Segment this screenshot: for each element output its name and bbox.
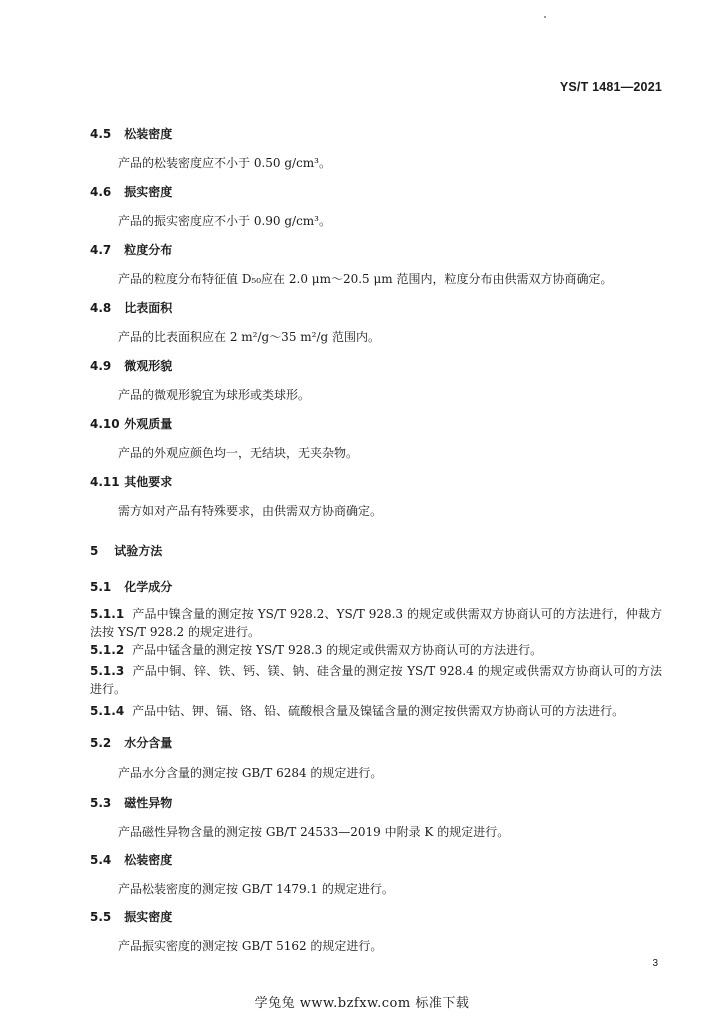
section-number: 5.1 [90,580,112,594]
section-title: 外观质量 [124,417,173,431]
section-number: 4.6 [90,185,112,199]
chapter-heading-5 [90,542,162,559]
section-heading-4-5 [90,125,172,142]
section-heading-4-11 [90,473,172,490]
section-text-4-9: 产品的微观形貌宜为球形或类球形。 [118,388,311,402]
section-number: 5.4 [90,853,112,867]
section-number: 5.2 [90,736,112,750]
section-heading-4-9 [90,357,172,374]
section-number: 5.5 [90,910,112,924]
section-title: 化学成分 [124,580,173,594]
section-title: 振实密度 [124,185,173,199]
section-heading-5-1 [90,578,172,595]
section-number: 4.11 [90,475,120,489]
section-number: 4.8 [90,301,112,315]
clause-5-1-2 [90,641,662,659]
section-title: 磁性异物 [124,796,173,810]
clause-5-1-4 [90,702,662,720]
section-number: 4.7 [90,243,112,257]
section-text-4-6: 产品的振实密度应不小于 0.90 g/cm³。 [118,214,331,228]
section-text-4-11: 需方如对产品有特殊要求，由供需双方协商确定。 [118,504,383,518]
clause-number: 5.1.2 [90,643,125,657]
section-title: 其他要求 [124,475,173,489]
section-number: 4.10 [90,417,120,431]
section-title: 水分含量 [124,736,173,750]
section-title: 松装密度 [124,127,173,141]
chapter-number: 5 [90,544,99,558]
footer-watermark: 学兔兔 www.bzfxw.com 标准下载 [254,996,470,1011]
clause-number: 5.1.1 [90,607,125,621]
section-heading-4-8 [90,299,172,316]
section-number: 4.9 [90,359,112,373]
section-heading-4-7 [90,241,172,258]
section-text-5-2: 产品水分含量的测定按 GB/T 6284 的规定进行。 [118,766,383,780]
section-heading-5-3 [90,794,172,811]
section-heading-4-10 [90,415,172,432]
section-heading-4-6 [90,183,172,200]
section-number: 4.5 [90,127,112,141]
section-heading-5-2 [90,734,172,751]
clause-5-1-1 [90,605,662,641]
section-text-4-7: 产品的粒度分布特征值 D₅₀应在 2.0 μm～20.5 μm 范围内，粒度分布由供需双方协商确定。 [118,272,613,286]
section-text-5-4: 产品松装密度的测定按 GB/T 1479.1 的规定进行。 [118,882,394,896]
clause-text: 产品中锰含量的测定按 YS/T 928.3 的规定或供需双方协商认可的方法进行。 [132,643,543,657]
chapter-title: 试验方法 [114,544,163,558]
section-text-4-5: 产品的松装密度应不小于 0.50 g/cm³。 [118,156,331,170]
clause-number: 5.1.3 [90,664,125,678]
clause-5-1-3 [90,662,662,698]
page-number: 3 [652,958,658,969]
section-text-4-10: 产品的外观应颜色均一，无结块，无夹杂物。 [118,446,359,460]
section-heading-5-4 [90,851,172,868]
section-text-5-3: 产品磁性异物含量的测定按 GB/T 24533—2019 中附录 K 的规定进行。 [118,825,510,839]
section-title: 松装密度 [124,853,173,867]
section-heading-5-5 [90,908,172,925]
section-number: 5.3 [90,796,112,810]
section-title: 振实密度 [124,910,173,924]
clause-text: 产品中钴、钾、镉、铬、铅、硫酸根含量及镍锰含量的测定按供需双方协商认可的方法进行。 [132,704,625,718]
section-title: 粒度分布 [124,243,173,257]
clause-text: 产品中铜、锌、铁、钙、镁、钠、硅含量的测定按 YS/T 928.4 的规定或供需双方协商认可的方法进行。 [90,664,662,696]
section-text-4-8: 产品的比表面积应在 2 m²/g～35 m²/g 范围内。 [118,330,380,344]
section-title: 微观形貌 [124,359,173,373]
clause-number: 5.1.4 [90,704,125,718]
section-text-5-5: 产品振实密度的测定按 GB/T 5162 的规定进行。 [118,939,383,953]
clause-text: 产品中镍含量的测定按 YS/T 928.2、YS/T 928.3 的规定或供需双方协商认可的方法进行，仲裁方法按 YS/T 928.2 的规定进行。 [90,607,662,639]
standard-code-header: YS/T 1481—2021 [559,80,662,94]
section-title: 比表面积 [124,301,173,315]
scan-mark [544,16,546,18]
